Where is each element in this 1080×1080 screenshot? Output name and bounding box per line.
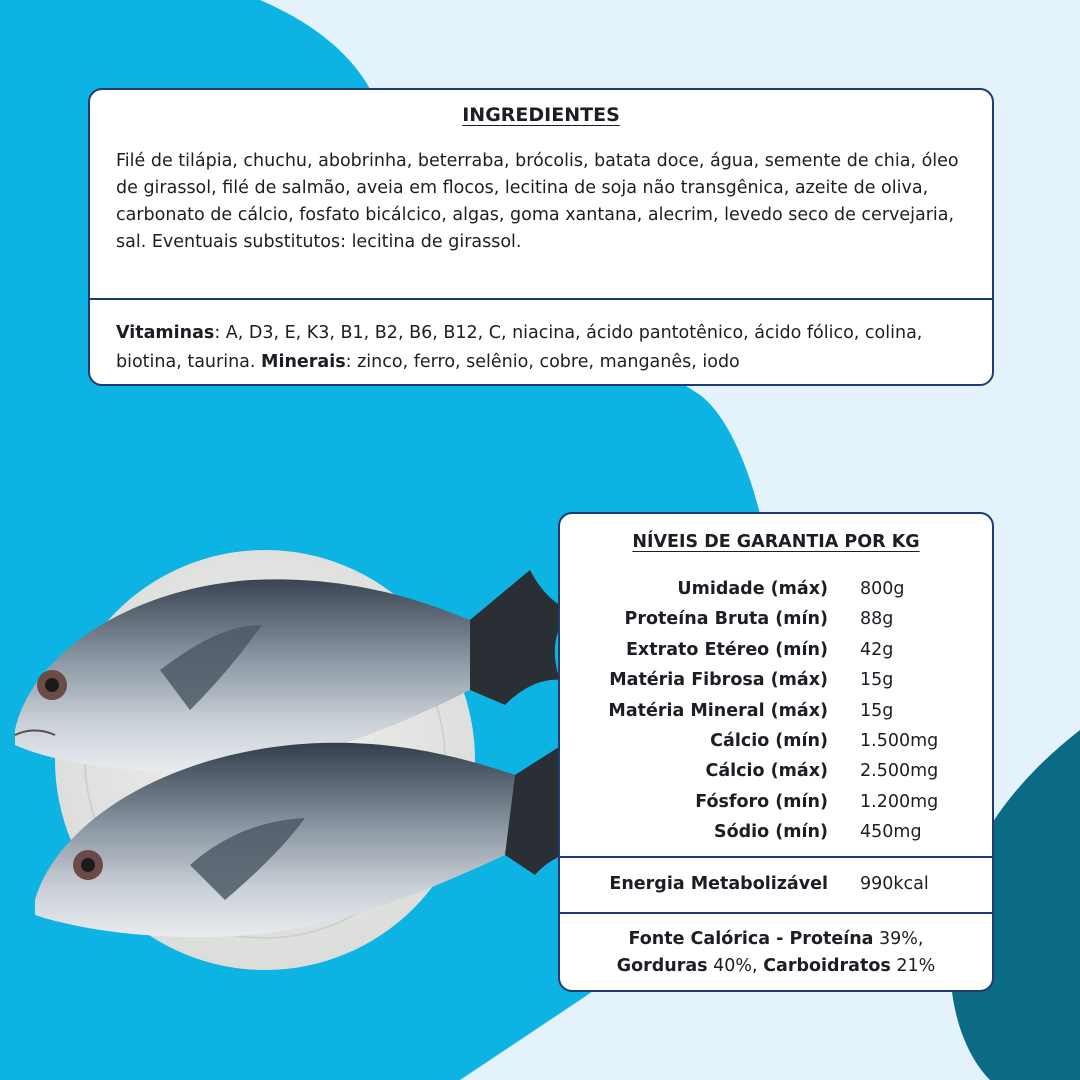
vitamins-minerals-text: [116, 319, 970, 377]
nutrient-name: Umidade (máx): [677, 579, 828, 599]
nutrient-name: Sódio (mín): [714, 822, 828, 843]
nutrient-value: 800g: [860, 579, 905, 599]
nutrient-row: [560, 787, 992, 817]
nutrient-name: Matéria Fibrosa (máx): [609, 670, 828, 691]
nutrient-table: [560, 574, 992, 848]
energy-value: 990kcal: [860, 874, 929, 894]
ingredients-divider: [90, 298, 992, 300]
energy-divider-top: [560, 856, 992, 858]
nutrient-row: [560, 604, 992, 634]
energy-label: Energia Metabolizável: [609, 874, 828, 894]
nutrient-name: Cálcio (mín): [710, 730, 828, 751]
fat-value: 40%,: [707, 956, 764, 976]
energy-row: [560, 869, 992, 899]
carb-value: 21%: [890, 956, 936, 976]
nutrient-name: Fósforo (mín): [695, 791, 828, 812]
nutrient-row: [560, 817, 992, 847]
carb-label: Carboidratos: [763, 956, 891, 976]
nutrient-value: 1.200mg: [860, 791, 939, 812]
vitamins-label: Vitaminas: [116, 323, 215, 343]
protein-label: Fonte Calórica - Proteína: [628, 929, 874, 949]
fish-top: [15, 570, 570, 771]
nutrient-value: 15g: [860, 700, 894, 721]
caloric-source: [570, 926, 982, 980]
nutrient-name: Matéria Mineral (máx): [608, 700, 828, 721]
nutrient-value: 42g: [860, 639, 894, 660]
fat-label: Gorduras: [616, 956, 708, 976]
guarantee-title: NÍVEIS DE GARANTIA POR KG: [632, 532, 920, 552]
nutrient-row: [560, 726, 992, 756]
energy-divider-bottom: [560, 912, 992, 914]
nutrient-row: [560, 696, 992, 726]
nutrient-row: [560, 574, 992, 604]
nutrient-name: Proteína Bruta (mín): [624, 609, 828, 630]
vitamins-list: : A, D3, E, K3, B1, B2, B6, B12, C, niacina, ácido pantotênico, ácido fólico, colina, biotina, taurina.: [116, 323, 923, 372]
minerals-label: Minerais: [261, 352, 346, 372]
minerals-list: : zinco, ferro, selênio, cobre, manganês, iodo: [345, 352, 740, 372]
guarantee-levels-card: [558, 512, 994, 992]
nutrient-value: 450mg: [860, 822, 922, 843]
nutrient-name: Extrato Etéreo (mín): [625, 639, 828, 660]
nutrient-row: [560, 756, 992, 786]
fish-plate-illustration: [0, 530, 620, 970]
ingredients-card: [88, 88, 994, 386]
nutrient-value: 1.500mg: [860, 730, 939, 751]
nutrient-value: 15g: [860, 670, 894, 691]
nutrient-value: 2.500mg: [860, 761, 939, 782]
protein-value: 39%,: [873, 929, 924, 949]
nutrient-value: 88g: [860, 609, 894, 630]
nutrient-row: [560, 665, 992, 695]
nutrient-name: Cálcio (máx): [705, 761, 828, 782]
ingredients-text: Filé de tilápia, chuchu, abobrinha, beterraba, brócolis, batata doce, água, semente de chia, óleo de girassol, filé de salmão, aveia em flocos, lecitina de soja não transgênica, azeite de oliva, carbonato de cálcio, fosfato bicálcico, algas, goma xantana, alecrim, levedo seco de cervejaria, sal. Eventuais substitutos: lecitina de girassol.: [116, 151, 959, 252]
nutrient-row: [560, 635, 992, 665]
ingredients-title: INGREDIENTES: [462, 104, 620, 126]
